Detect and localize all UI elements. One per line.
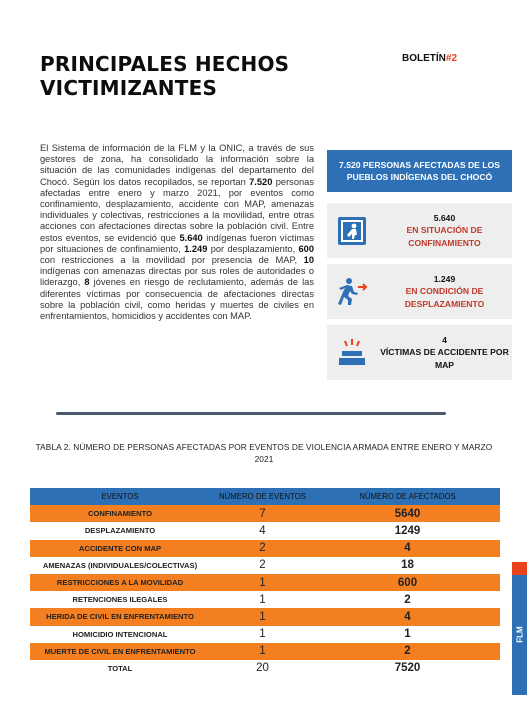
table-row (30, 522, 500, 539)
side-tab-label: FLM (515, 626, 525, 643)
affected-count: 2 (315, 591, 500, 608)
event-count: 2 (210, 540, 315, 557)
stat-value: 1.249 (433, 273, 456, 284)
bulletin-text: BOLETÍN (402, 53, 446, 64)
body-text-2: personas afectadas entre enero y marzo 2021, por eventos como confinamiento, desplazamiento, accidente con MAP, amenazas individuales y colectivas, restricciones a la movilidad, entre otras acciones con afectaciones directas sobre la población civil. Entre estos eventos, se evidenció que (40, 176, 314, 243)
stat-card-confinement (327, 203, 512, 258)
icon-slot (327, 216, 377, 246)
events-table (30, 488, 500, 677)
body-bold-1: 7.520 (249, 176, 273, 187)
stat-text (377, 212, 512, 250)
total-label: TOTAL (30, 660, 210, 677)
event-name: RETENCIONES ILEGALES (30, 591, 210, 608)
table-row (30, 574, 500, 591)
body-bold-3: 1.249 (184, 243, 208, 254)
table-total-row (30, 660, 500, 677)
stat-label: EN CONDICIÓN DE DESPLAZAMIENTO (404, 286, 485, 309)
stat-value: 5.640 (433, 212, 456, 223)
affected-count: 1 (315, 626, 500, 643)
stat-text (377, 334, 512, 372)
body-text-5: con restricciones a la movilidad por presencia de MAP, (40, 255, 304, 266)
affected-count: 4 (315, 540, 500, 557)
affected-count: 600 (315, 574, 500, 591)
body-text-6: indígenas con amenazas directas por sus roles de autoridades o liderazgo, (40, 266, 314, 288)
body-text-1: El Sistema de información de la FLM y la ONIC, a través de sus gestores de zona, ha consolidado la información sobre la situación de las comunidades indígenas del departamento del Chocó. Según los datos recopilados, se reportan (40, 143, 314, 187)
total-event-count: 20 (210, 660, 315, 677)
table-row (30, 591, 500, 608)
event-name: MUERTE DE CIVIL EN ENFRENTAMIENTO (30, 643, 210, 660)
event-name: HERIDA DE CIVIL EN ENFRENTAMIENTO (30, 608, 210, 625)
affected-count: 5640 (315, 505, 500, 522)
stat-card-displacement (327, 264, 512, 319)
header-affected-count: NÚMERO DE AFECTADOS (315, 488, 500, 505)
event-count: 4 (210, 522, 315, 539)
affected-count: 2 (315, 643, 500, 660)
affected-count: 4 (315, 608, 500, 625)
body-text-3: indígenas fueron víctimas por situaciones de confinamiento, (40, 232, 314, 254)
table-row (30, 643, 500, 660)
event-count: 1 (210, 574, 315, 591)
table-row (30, 608, 500, 625)
event-count: 2 (210, 557, 315, 574)
event-name: CONFINAMIENTO (30, 505, 210, 522)
body-text-4: por desplazamiento, (207, 243, 299, 254)
body-text-7: jóvenes en riesgo de reclutamiento, además de las diferentes víctimas por consecuencia de afectaciones directas sobre la población civil, como heridas y muertes de civiles en enfrentamientos, homicidios y accidentes con MAP. (40, 277, 314, 322)
icon-slot (327, 277, 377, 307)
header-event-count: NÚMERO DE EVENTOS (210, 488, 315, 505)
sidebar-heading: 7.520 PERSONAS AFECTADAS DE LOS PUEBLOS INDÍGENAS DEL CHOCÓ (327, 150, 512, 192)
stat-card-landmine (327, 325, 512, 380)
event-name: ACCIDENTE CON MAP (30, 540, 210, 557)
body-bold-6: 8 (84, 277, 90, 288)
event-name: HOMICIDIO INTENCIONAL (30, 626, 210, 643)
body-bold-2: 5.640 (179, 232, 203, 243)
section-divider (56, 412, 446, 415)
table-header-row (30, 488, 500, 505)
event-name: RESTRICCIONES A LA MOVILIDAD (30, 574, 210, 591)
confinement-icon (337, 216, 367, 246)
body-bold-4: 600 (298, 243, 315, 254)
affected-count: 18 (315, 557, 500, 574)
table-row (30, 505, 500, 522)
event-count: 1 (210, 643, 315, 660)
affected-count: 1249 (315, 522, 500, 539)
displacement-icon (335, 277, 369, 307)
total-affected-count: 7520 (315, 660, 500, 677)
event-count: 1 (210, 626, 315, 643)
event-count: 1 (210, 608, 315, 625)
title-line-1: PRINCIPALES HECHOS (40, 52, 290, 76)
event-count: 7 (210, 505, 315, 522)
table-row (30, 540, 500, 557)
table-caption: TABLA 2. NÚMERO DE PERSONAS AFECTADAS POR EVENTOS DE VIOLENCIA ARMADA ENTRE ENERO Y MARZO 2021 (35, 442, 493, 464)
icon-slot (327, 338, 377, 368)
event-name: DESPLAZAMIENTO (30, 522, 210, 539)
body-bold-5: 10 (303, 255, 314, 266)
bulletin-number: #2 (445, 53, 458, 64)
stat-label: EN SITUACIÓN DE CONFINAMIENTO (406, 225, 483, 248)
bulletin-label (402, 53, 457, 64)
title-line-2: VICTIMIZANTES (40, 76, 218, 100)
stat-value: 4 (442, 334, 447, 345)
event-count: 1 (210, 591, 315, 608)
page-title (40, 52, 289, 100)
table-row (30, 557, 500, 574)
stat-label: VÍCTIMAS DE ACCIDENTE POR MAP (380, 347, 509, 370)
table-row (30, 626, 500, 643)
stat-text (377, 273, 512, 311)
side-tab-accent (512, 562, 527, 575)
header-events: EVENTOS (30, 488, 210, 505)
landmine-icon (335, 338, 369, 368)
intro-paragraph (40, 143, 314, 322)
event-name: AMENAZAS (INDIVIDUALES/COLECTIVAS) (30, 557, 210, 574)
